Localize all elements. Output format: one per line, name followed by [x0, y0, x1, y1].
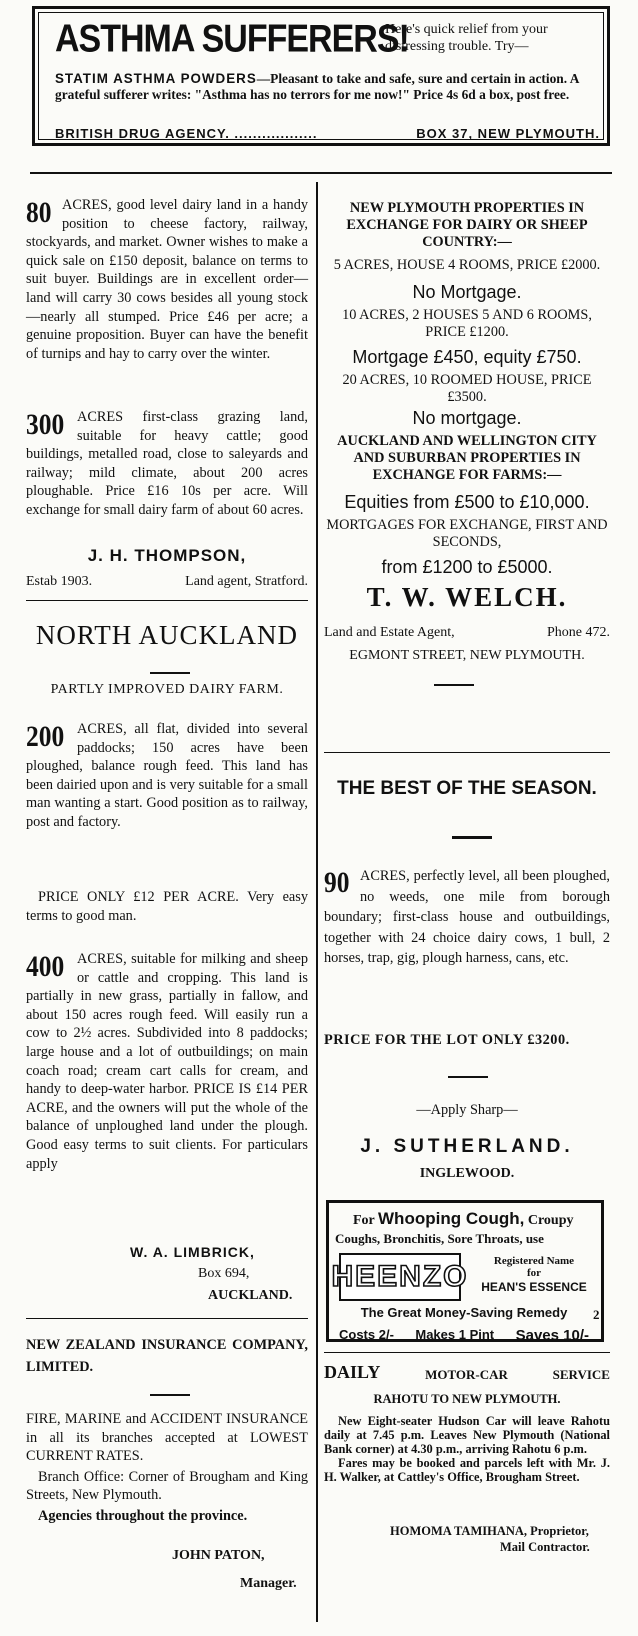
heenzo-registered: [469, 1255, 599, 1293]
ad-80-text: ACRES, good level dairy land in a handy position to cheese factory, railway, stockyards, and market. Owner wishes to make a quick sale on £150 deposit, balance on terms to suit buyer. Buildings are in excellent order—land will carry 30 cows besides all young stock—nearly all stumped. Price £46 per acre; a genuine proposition. Buyer can have the benefit of turnips and hay to carry over the winter.: [26, 197, 308, 362]
motor-car: MOTOR-CAR: [425, 1367, 508, 1382]
short-rule-3: [452, 836, 492, 839]
sutherland-name: J. SUTHERLAND.: [360, 1136, 574, 1157]
asthma-body-text: —Pleasant to take and safe, sure and certain in action. A grateful sufferer writes: "Asthma has no terrors for me now!": [55, 71, 579, 102]
welch-role: Land and Estate Agent,: [324, 625, 455, 640]
motor-title: [324, 1362, 610, 1383]
ad-300-acres: [26, 408, 308, 520]
divider-right-1: [324, 752, 610, 753]
ad-200-acres: [26, 720, 308, 832]
column-divider: [316, 182, 318, 1622]
short-rule-4: [448, 1076, 488, 1078]
welch-line-8: AUCKLAND AND WELLINGTON CITY AND SUBURBAN PROPERTIES IN EXCHANGE FOR FARMS:—: [337, 433, 597, 483]
motor-body: [324, 1414, 610, 1484]
welch-name: T. W. WELCH.: [366, 582, 568, 612]
divider-left-1: [26, 600, 308, 601]
insurance-body: [26, 1410, 308, 1526]
heenzo-saves: Saves 10/-: [515, 1327, 589, 1344]
heenzo-hean: HEAN'S ESSENCE: [481, 1280, 587, 1294]
limbrick-box: Box 694,: [198, 1266, 250, 1281]
heenzo-costs: Costs 2/-: [339, 1327, 394, 1342]
welch-role-line: [324, 625, 610, 641]
motor-route: RAHOTU TO NEW PLYMOUTH.: [373, 1392, 561, 1406]
welch-line-6: 20 ACRES, 10 ROOMED HOUSE, PRICE £3500.: [342, 372, 592, 405]
welch-line-10: MORTGAGES FOR EXCHANGE, FIRST AND SECONDS,: [326, 517, 608, 550]
heenzo-makes: Makes 1 Pint: [415, 1327, 495, 1342]
asthma-box: BOX 37, NEW PLYMOUTH.: [416, 126, 600, 141]
heenzo-whooping: Whooping Cough,: [378, 1209, 525, 1228]
ad-200-text: ACRES, all flat, divided into several paddocks; 150 acres have been ploughed, balance rough feed. This land has been dairied upon and is very suitable for a small man wanting a start. Good position as to railway, post and factory.: [26, 721, 308, 830]
short-rule-2: [150, 1394, 190, 1396]
thompson-role: Land agent, Stratford.: [185, 574, 308, 589]
short-rule-1: [150, 672, 190, 674]
north-auckland-sub: PARTLY IMPROVED DAIRY FARM.: [50, 682, 284, 697]
asthma-headline: ASTHMA SUFFERERS!: [55, 17, 409, 61]
asthma-footer: [55, 126, 600, 141]
welch-line-3: No Mortgage.: [412, 282, 522, 302]
limbrick-city: AUCKLAND.: [208, 1288, 293, 1303]
heenzo-side: 2: [593, 1307, 600, 1322]
ad-300-text: ACRES first-class grazing land, suitable for heavy cattle; good buildings, metalled road, close to saleyards and railway; mild climate, about 200 acres ploughable. Price £16 10s per acre. Will exchange for small dairy farm of about 60 acres.: [26, 409, 308, 518]
asthma-body: [55, 71, 600, 103]
heenzo-costs-line: [339, 1327, 589, 1344]
motor-p1: New Eight-seater Hudson Car will leave Rahotu daily at 7.45 p.m. Leaves New Plymouth (National Bank corner) at 4.30 p.m., arriving Rahotu 6 p.m.: [324, 1414, 610, 1456]
ad-200-number: 200: [26, 720, 65, 753]
season-heading: THE BEST OF THE SEASON.: [337, 778, 597, 799]
asthma-intro: Here's quick relief from your distressing trouble. Try—: [385, 22, 548, 54]
spacer: [324, 1186, 610, 1187]
motor-sig-2: Mail Contractor.: [500, 1540, 590, 1554]
motor-service: SERVICE: [552, 1367, 610, 1382]
heenzo-for-2: for: [526, 1267, 542, 1279]
sutherland-place: INGLEWOOD.: [419, 1166, 515, 1181]
asthma-advert: [32, 6, 610, 146]
ad-80-number: 80: [26, 196, 52, 229]
heenzo-line-1: [353, 1209, 603, 1229]
welch-advert: [324, 200, 610, 664]
welch-line-1: NEW PLYMOUTH PROPERTIES IN EXCHANGE FOR DAIRY OR SHEEP COUNTRY:—: [346, 200, 588, 250]
north-price-text: PRICE ONLY £12 PER ACRE. Very easy terms to good man.: [26, 889, 308, 924]
welch-line-11: from £1200 to £5000.: [381, 557, 553, 577]
thompson-name: J. H. THOMPSON,: [87, 546, 247, 565]
insurance-body-1: FIRE, MARINE and ACCIDENT INSURANCE in all its branches accepted at LOWEST CURRENT RATES.: [26, 1411, 308, 1465]
heenzo-logo-text: HEENZO: [331, 1260, 469, 1293]
ad-90-text: ACRES, perfectly level, all been ploughed, no weeds, one mile from borough boundary; first-class house and outbuildings, together with 24 choice dairy cows, 1 bull, 2 horses, trap, gig, plough harness, cans, etc.: [324, 868, 610, 966]
ad-400-number: 400: [26, 950, 65, 983]
ad-80-acres: [26, 196, 308, 363]
divider-right-2: [324, 1352, 610, 1353]
welch-line-2: 5 ACRES, HOUSE 4 ROOMS, PRICE £2000.: [333, 257, 601, 273]
insurance-body-3: Agencies throughout the province.: [38, 1507, 248, 1524]
limbrick-name: W. A. LIMBRICK,: [130, 1244, 255, 1260]
insurance-body-2: Branch Office: Corner of Brougham and King Streets, New Plymouth.: [26, 1468, 308, 1504]
ad-90-acres: [324, 866, 610, 969]
motor-p2: Fares may be booked and parcels left with Mr. J. H. Walker, at Cattley's Office, Brougham Street.: [324, 1456, 610, 1484]
season-apply: —Apply Sharp—: [416, 1102, 518, 1118]
ad-400-text: ACRES, suitable for milking and sheep or cattle and cropping. This land is partially in new grass, partially in fallow, and about 150 acres rough feed. Will easily run a cow to 2½ acres. Subdivided into 8 paddocks; large house and a lot of outbuildings; on main coach road; cream cart calls for cream, and handy to deep-water harbor. PRICE IS £14 PER ACRE, and the owners will put the whole of the balance of unploughed land under the plough. Good easy terms to suit clients. For particulars apply: [26, 951, 308, 1172]
welch-address: EGMONT STREET, NEW PLYMOUTH.: [349, 648, 585, 663]
north-auckland-heading: NORTH AUCKLAND: [35, 620, 299, 650]
divider-left-2: [26, 1318, 308, 1319]
asthma-product: STATIM ASTHMA POWDERS: [55, 71, 257, 86]
ad-400-acres: [26, 950, 308, 1173]
asthma-agency: BRITISH DRUG AGENCY. ..................: [55, 126, 318, 141]
welch-line-5: Mortgage £450, equity £750.: [352, 347, 582, 367]
heenzo-for: For: [353, 1213, 375, 1228]
welch-line-4: 10 ACRES, 2 HOUSES 5 AND 6 ROOMS, PRICE £1200.: [342, 307, 592, 340]
motor-daily: DAILY: [324, 1362, 381, 1382]
ad-90-number: 90: [324, 866, 350, 899]
thompson-estab: Estab 1903.: [26, 574, 93, 589]
welch-line-7: No mortgage.: [412, 408, 522, 428]
season-price: PRICE FOR THE LOT ONLY £3200.: [324, 1032, 570, 1048]
heenzo-croupy: Croupy: [527, 1213, 574, 1228]
welch-rule: [434, 684, 474, 686]
heenzo-reg: Registered Name: [493, 1255, 575, 1267]
ad-300-number: 300: [26, 408, 65, 441]
insurance-title: NEW ZEALAND INSURANCE COMPANY, LIMITED.: [26, 1337, 308, 1375]
paton-role: Manager.: [240, 1576, 297, 1591]
asthma-price: Price 4s 6d a box, post free.: [413, 87, 570, 102]
thompson-line: [26, 574, 308, 590]
paton-name: JOHN PATON,: [172, 1548, 265, 1563]
motor-sig-1: HOMOMA TAMIHANA, Proprietor,: [390, 1524, 589, 1538]
heenzo-advert: [326, 1200, 604, 1342]
north-price: [26, 888, 308, 925]
heenzo-remedy: The Great Money-Saving Remedy: [360, 1305, 568, 1320]
heenzo-logo: [331, 1253, 469, 1301]
heenzo-line-2: Coughs, Bronchitis, Sore Throats, use: [335, 1231, 544, 1246]
welch-line-9: Equities from £500 to £10,000.: [344, 492, 590, 512]
welch-phone: Phone 472.: [547, 625, 610, 640]
top-divider: [30, 172, 612, 174]
